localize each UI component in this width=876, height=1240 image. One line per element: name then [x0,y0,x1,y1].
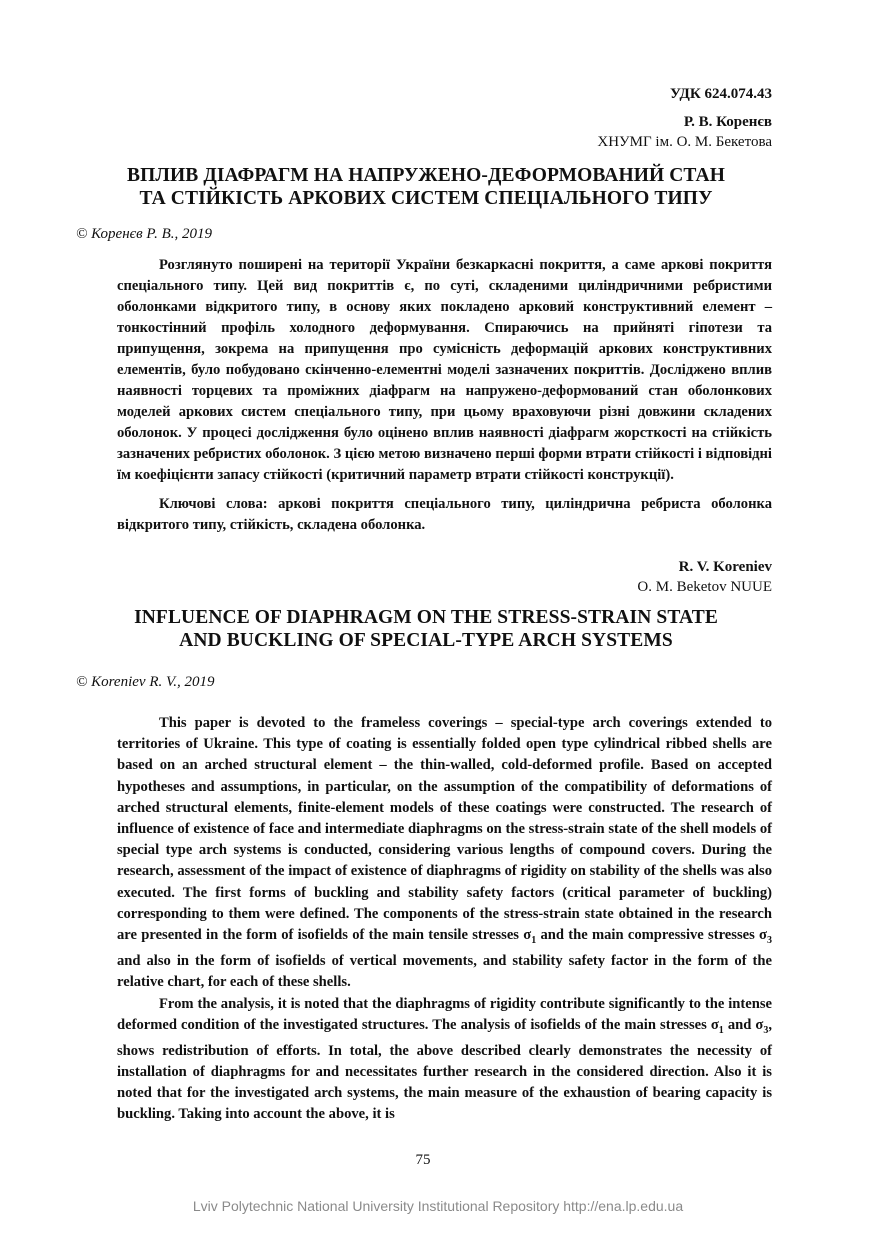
ua-title-line2: ТА СТІЙКІСТЬ АРКОВИХ СИСТЕМ СПЕЦІАЛЬНОГО ТИПУ [139,188,713,209]
en-author-name: R. V. Koreniev [678,559,772,575]
en-author-block [637,557,772,597]
ua-author-name: Р. В. Коренєв [683,114,772,130]
sigma-subscript-3: 3 [763,1024,769,1036]
en-title-line2: AND BUCKLING OF SPECIAL-TYPE ARCH SYSTEMS [179,630,673,651]
en-abstract-p1-c: and also in the form of isofields of vertical movements, and stability safety factor in the form of the relative chart, for each of these shells. [117,953,772,991]
en-abstract-paragraph-1 [117,713,772,994]
en-abstract-p1-a: This paper is devoted to the frameless coverings – special-type arch coverings extended to territories of Ukraine. This type of coating is essentially folded open type cylindrical ribbed shells are based on an arched structural element – the thin-walled, cold-deformed profile. Based on accepted hypotheses and assumptions, in particular, on the assumption of the compatibility of deformations of arched structural elements, finite-element models of these coatings were constructed. The research of influence of existence of face and intermediate diaphragms on the stress-strain state of the shell models of special type arch systems is conducted, considering various lengths of compound covers. During the research, assessment of the impact of existence of diaphragms of rigidity on stability of the shells was also executed. The first forms of buckling and stability safety factors (critical parameter of buckling) corresponding to them were defined. The components of the stress-strain state obtained in the research are presented in the form of isofields of the main tensile stresses σ [117,715,772,944]
udc-code: УДК 624.074.43 [670,86,772,102]
en-abstract-p1-b: and the main compressive stresses σ [536,927,767,944]
sigma-subscript-3: 3 [767,934,772,946]
ua-author-block [597,112,772,152]
en-title-line1: INFLUENCE OF DIAPHRAGM ON THE STRESS-STRAIN STATE [134,607,718,628]
ua-title [76,164,776,210]
en-abstract-p2-b: and σ [723,1016,764,1033]
en-title [76,606,776,652]
en-abstract [117,713,772,1126]
ua-affiliation: ХНУМГ ім. О. М. Бекетова [597,134,772,150]
en-copyright: © Koreniev R. V., 2019 [76,674,215,690]
ua-copyright: © Коренєв Р. В., 2019 [76,226,213,242]
en-abstract-paragraph-2 [117,994,772,1126]
ua-abstract-text: Розглянуто поширені на території України безкаркасні покриття, а саме аркові покриття спеціального типу. Цей вид покриттів є, по суті, складеними циліндричними ребристими оболонками відкритого типу, в основу яких покладено арковий конструктивний елемент – тонкостінний профіль холодного деформування. Спираючись на прийняті гіпотези та припущення, зокрема на припущення про сумісність деформацій аркових конструктивних елементів, було побудовано скінченно-елементні моделі зазначених покриттів. Досліджено вплив наявності торцевих та проміжних діафрагм на напружено-деформований стан оболонкових моделей аркових систем спеціального типу, при цьому враховуючи різні довжини складених оболонок. У процесі дослідження було оцінено вплив наявності діафрагм жорсткості на стійкість зазначених ребристих оболонок. З цією метою визначено перші форми втрати стійкості і відповідні їм коефіцієнти запасу стійкості (критичний параметр втрати стійкості конструкції). [117,257,772,483]
ua-abstract [117,255,772,536]
en-affiliation: O. M. Beketov NUUE [637,579,772,595]
sigma-subscript-1: 1 [718,1024,724,1036]
en-abstract-p2-c: , shows redistribution of efforts. In total, the above described clearly demonstrates the necessity of installation of diaphragms for and necessitates further research in the considered direction. Also it is noted that for the investigated arch systems, the main measure of the exhaustion of bearing capacity is buckling. Taking into account the above, it is [117,1016,773,1123]
sigma-subscript-1: 1 [531,934,537,946]
ua-title-line1: ВПЛИВ ДІАФРАГМ НА НАПРУЖЕНО-ДЕФОРМОВАНИЙ СТАН [127,165,725,186]
ua-keywords: Ключові слова: аркові покриття спеціального типу, циліндрична ребриста оболонка відкритого типу, стійкість, складена оболонка. [117,496,772,533]
repository-footer: Lviv Polytechnic National University Institutional Repository http://ena.lp.edu.ua [192,1198,684,1214]
page-number: 75 [415,1152,431,1168]
en-abstract-p2-a: From the analysis, it is noted that the diaphragms of rigidity contribute significantly to the intense deformed condition of the investigated structures. The analysis of isofields of the main stresses σ [117,995,772,1033]
